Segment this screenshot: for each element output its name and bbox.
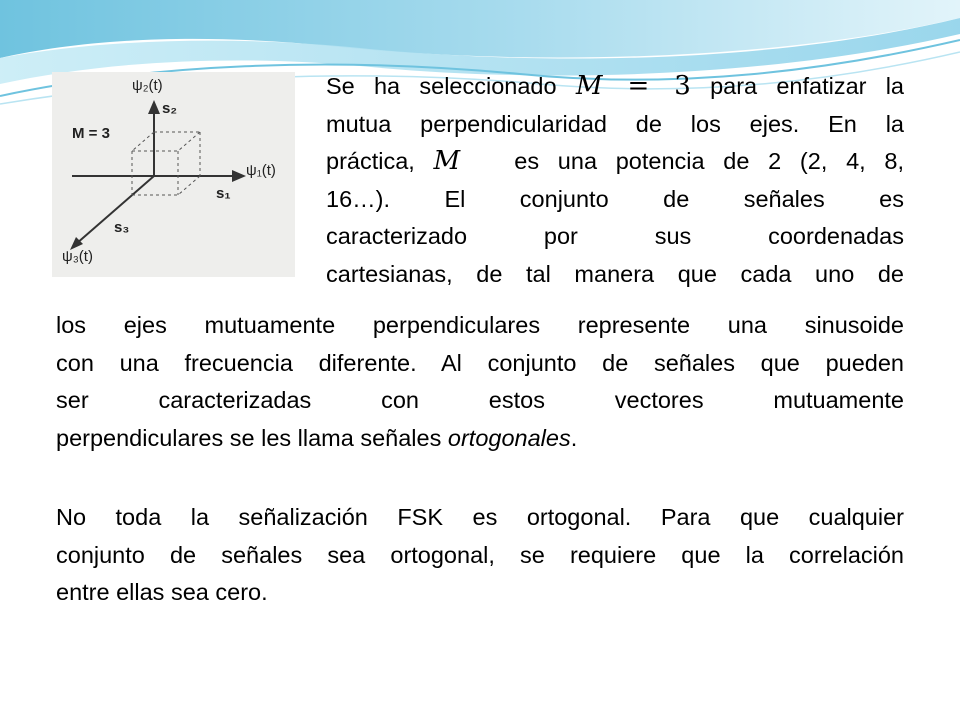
signal-space-figure [52,72,295,277]
psi1-arrow-icon [232,170,246,182]
orthogonal-axes-diagram [52,72,295,277]
text-line-12: conjunto de señales sea ortogonal, se requiere que la correlación [56,541,904,568]
text-line-8: con una frecuencia diferente. Al conjunto de señales que pueden [56,349,904,376]
math-m-equals-3: M = 3 [575,71,691,101]
s2-label: s₂ [162,100,178,117]
text-line-1: Se ha seleccionado M = 3 para enfatizar la [326,68,904,106]
paragraph-1-bottom [56,307,904,457]
text-line-5: caracterizado por sus coordenadas [326,223,904,249]
text-line-13: entre ellas sea cero. [56,579,268,605]
psi2-arrow-icon [148,100,160,114]
math-m: M [433,146,461,176]
text-line-11: No toda la señalización FSK es ortogonal. Para que cualquier [56,504,904,530]
text-line-2: mutua perpendicularidad de los ejes. En la [326,110,904,137]
text-line-10: perpendiculares se les llama señales ortogonales. [56,424,578,451]
paragraph-1-top [326,68,904,293]
text-line-4: 16…). El conjunto de señales es [326,185,904,212]
text-line-3: práctica, M es una potencia de 2 (2, 4, 8, [326,143,904,181]
paragraph-2 [56,499,904,612]
s3-label: s₃ [114,219,130,236]
psi1-label: ψ₁(t) [246,162,276,179]
psi3-label: ψ₃(t) [62,248,93,265]
m-label: M = 3 [72,125,110,142]
s1-label: s₁ [216,185,231,202]
text-line-9: ser caracterizadas con estos vectores mutuamente [56,387,904,413]
psi2-label: ψ₂(t) [132,77,163,94]
term-ortogonales: ortogonales [447,424,571,451]
text-line-6: cartesianas, de tal manera que cada uno de [326,260,904,287]
text-line-7: los ejes mutuamente perpendiculares represente una sinusoide [56,312,904,338]
